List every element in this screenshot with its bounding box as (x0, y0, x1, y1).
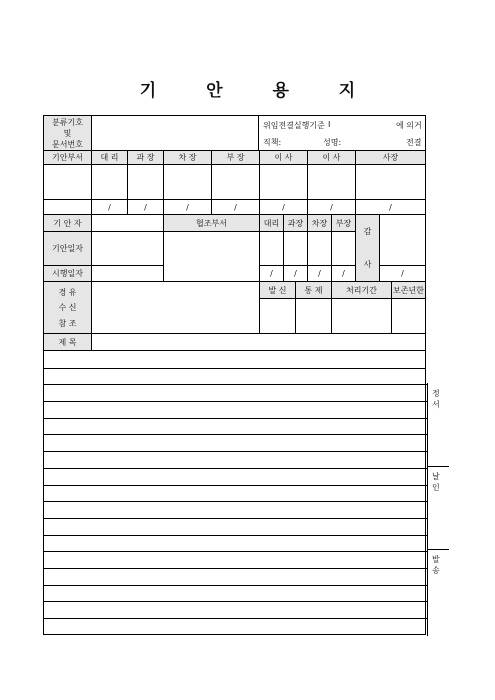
audit-label-line1: 감 (363, 227, 372, 236)
exec-date-label: 시행일자 (44, 266, 92, 282)
body-rule-line (44, 551, 427, 552)
coop-sign-dept-head[interactable] (332, 232, 356, 266)
date-vice-head[interactable]: / (164, 200, 212, 215)
body-rule-line (44, 434, 427, 435)
side-column-divider (427, 383, 428, 636)
date-deputy[interactable]: / (92, 200, 128, 215)
coop-sign-deputy[interactable] (260, 232, 284, 266)
side-divider-1 (427, 466, 449, 467)
coop-sign-vice-head[interactable] (308, 232, 332, 266)
final-approval: 전결 (406, 138, 422, 147)
routing-reference: 참 조 (58, 318, 77, 328)
coop-dept-label: 협조부서 (164, 215, 260, 232)
retention-period-label: 보존년한 (392, 282, 425, 299)
date-section-chief[interactable]: / (128, 200, 164, 215)
class-no-label-line2: 및 (63, 128, 72, 138)
audit-label-line2: 사 (363, 260, 372, 269)
drafter-field[interactable] (92, 215, 164, 232)
body-rule-line (44, 568, 427, 569)
sign-director-1[interactable] (260, 165, 308, 200)
draft-date-field[interactable] (92, 232, 164, 266)
dept-date-field[interactable] (44, 200, 92, 215)
coop-rank-vice-head: 차장 (308, 215, 332, 232)
coop-rank-dept-head: 부장 (332, 215, 356, 232)
sign-vice-head[interactable] (164, 165, 212, 200)
date-director-1[interactable]: / (260, 200, 308, 215)
date-dept-head[interactable]: / (212, 200, 260, 215)
body-rule-line (44, 618, 427, 619)
rank-director-1: 이 사 (260, 151, 308, 165)
body-rule-line (44, 418, 427, 419)
control-field[interactable] (296, 299, 332, 334)
side-label-seal: 날인 (432, 472, 440, 492)
draft-date-label: 기안일자 (44, 232, 92, 266)
retention-period-field[interactable] (392, 299, 425, 334)
class-no-label-line1: 분류기호 (52, 117, 83, 127)
sender-field[interactable] (260, 299, 296, 334)
body-rule-line (44, 501, 427, 502)
subject-label: 제 목 (44, 334, 92, 351)
body-rule-line (44, 518, 427, 519)
subject-field[interactable] (92, 334, 425, 351)
name-label: 성명: (323, 138, 342, 147)
side-label-dispatch: 발송 (432, 555, 440, 575)
delegation-rule: 위임전결실행기준 (263, 121, 325, 130)
body-rule-line (44, 485, 427, 486)
control-label: 통 제 (296, 282, 332, 299)
body-rule-line (44, 601, 427, 602)
date-director-2[interactable]: / (308, 200, 356, 215)
coop-date-section-chief[interactable]: / (284, 266, 308, 282)
dept-field[interactable] (44, 165, 92, 200)
body-rule-line (44, 468, 427, 469)
rank-vice-head: 차 장 (164, 151, 212, 165)
coop-date-vice-head[interactable]: / (308, 266, 332, 282)
audit-sign[interactable] (380, 215, 425, 266)
body-rule-line (44, 585, 427, 586)
class-no-label-line3: 문서번호 (52, 139, 83, 149)
routing-field[interactable] (92, 282, 260, 334)
draft-form (43, 115, 440, 635)
side-divider-2 (427, 549, 449, 550)
sign-dept-head[interactable] (212, 165, 260, 200)
coop-rank-deputy: 대리 (260, 215, 284, 232)
coop-sign-section-chief[interactable] (284, 232, 308, 266)
drafter-label: 기 안 자 (44, 215, 92, 232)
sign-section-chief[interactable] (128, 165, 164, 200)
routing-label (44, 282, 92, 334)
according-to: 에 의거 (396, 121, 422, 130)
class-no-field[interactable] (92, 116, 259, 151)
audit-date[interactable]: / (380, 266, 425, 282)
sender-label: 발 신 (260, 282, 296, 299)
exec-date-field[interactable] (92, 266, 164, 282)
processing-period-label: 처리기간 (332, 282, 392, 299)
rank-dept-head: 부 장 (212, 151, 260, 165)
coop-date-dept-head[interactable]: / (332, 266, 356, 282)
processing-period-field[interactable] (332, 299, 392, 334)
body-rule-line (44, 451, 427, 452)
audit-label (356, 215, 380, 282)
side-label-fair-copy: 정서 (432, 389, 440, 409)
routing-recipient: 수 신 (58, 303, 77, 312)
body-rule-line (44, 535, 427, 536)
sign-director-2[interactable] (308, 165, 356, 200)
sign-president[interactable] (356, 165, 425, 200)
rank-deputy: 대 리 (92, 151, 128, 165)
routing-via: 경 유 (58, 287, 77, 297)
class-no-label (44, 116, 92, 151)
rank-section-chief: 과 장 (128, 151, 164, 165)
page-title: 기 안 용 지 (139, 81, 378, 101)
date-president[interactable]: / (356, 200, 425, 215)
dept-label: 기안부서 (44, 151, 92, 165)
body-rule-line (44, 384, 427, 385)
position-label: 직책: (263, 138, 282, 147)
coop-date-deputy[interactable]: / (260, 266, 284, 282)
body-rule-line (44, 368, 425, 369)
coop-rank-section-chief: 과장 (284, 215, 308, 232)
sign-deputy[interactable] (92, 165, 128, 200)
body-rule-line (44, 401, 427, 402)
delegation-mark: Ⅰ (328, 120, 331, 129)
rank-president: 사장 (356, 151, 425, 165)
rank-director-2: 이 사 (308, 151, 356, 165)
coop-dept-field[interactable] (164, 232, 260, 282)
